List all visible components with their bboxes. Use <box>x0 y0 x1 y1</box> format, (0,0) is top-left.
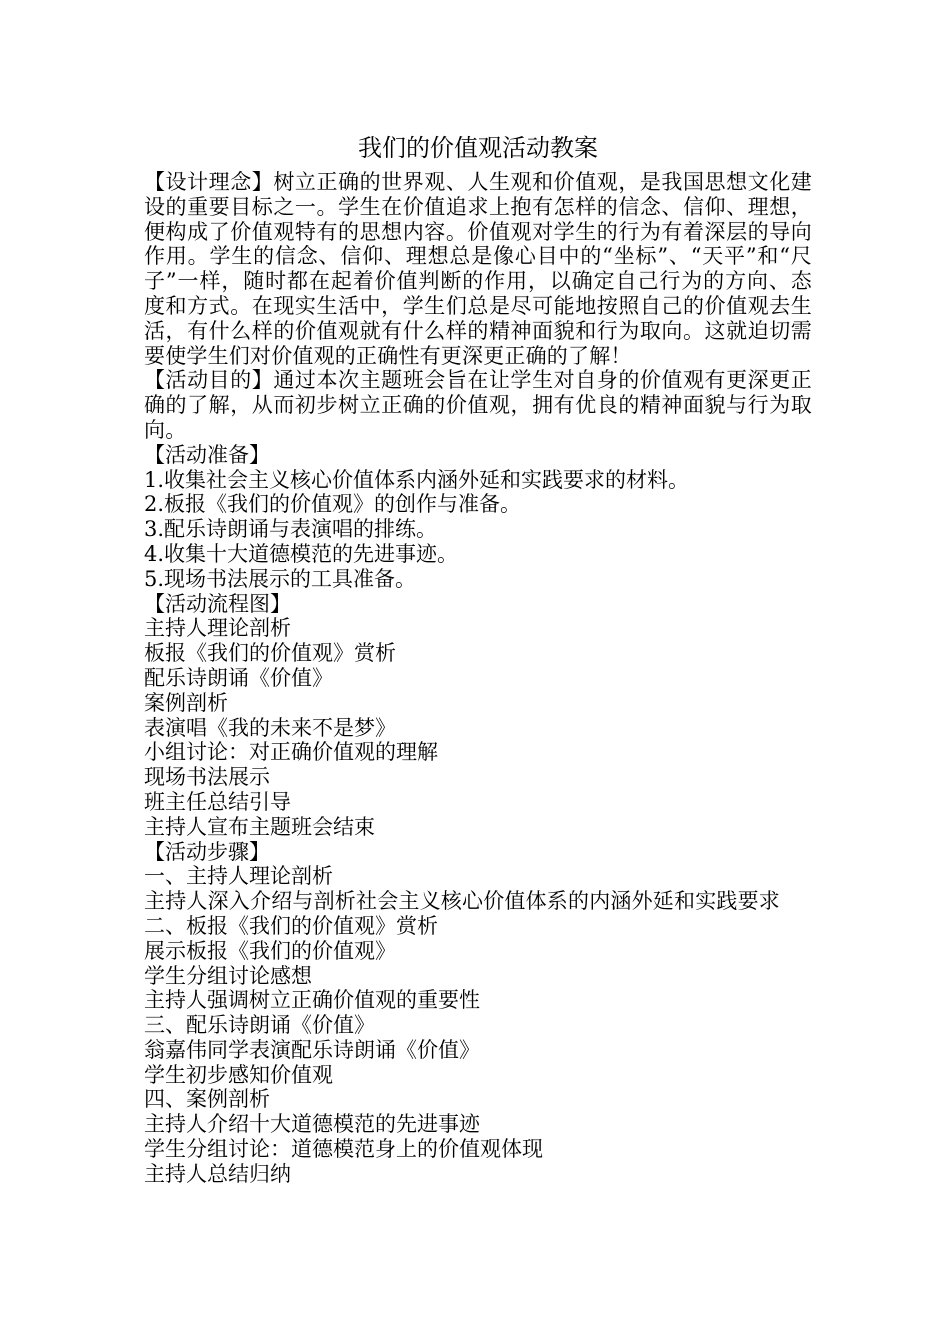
step3-item: 翁嘉伟同学表演配乐诗朗诵《价值》 <box>144 1037 480 1062</box>
step3-heading: 三、配乐诗朗诵《价值》 <box>144 1013 375 1038</box>
flow-heading: 【活动流程图】 <box>144 591 291 616</box>
flow-item: 班主任总结引导 <box>144 789 291 814</box>
prep-item: 5.现场书法展示的工具准备。 <box>144 566 417 591</box>
step2-item: 主持人强调树立正确价值观的重要性 <box>144 988 480 1013</box>
flow-item: 配乐诗朗诵《价值》 <box>144 665 333 690</box>
flow-item: 板报《我们的价值观》赏析 <box>144 641 396 666</box>
prep-item: 4.收集十大道德模范的先进事迹。 <box>144 541 459 566</box>
flow-item: 小组讨论：对正确价值观的理解 <box>144 740 438 765</box>
step2-heading: 二、板报《我们的价值观》赏析 <box>144 913 438 938</box>
step4-heading: 四、案例剖析 <box>144 1087 270 1112</box>
step3-item: 学生初步感知价值观 <box>144 1062 333 1087</box>
prep-heading: 【活动准备】 <box>144 442 270 467</box>
flow-item: 表演唱《我的未来不是梦》 <box>144 715 396 740</box>
steps-heading: 【活动步骤】 <box>144 839 270 864</box>
step1-text: 主持人深入介绍与剖析社会主义核心价值体系的内涵外延和实践要求 <box>144 889 780 914</box>
step2-item: 展示板报《我们的价值观》 <box>144 938 396 963</box>
step4-item: 学生分组讨论：道德模范身上的价值观体现 <box>144 1137 543 1162</box>
prep-item: 3.配乐诗朗诵与表演唱的排练。 <box>144 517 438 542</box>
flow-item: 主持人宣布主题班会结束 <box>144 814 375 839</box>
prep-item: 1.收集社会主义核心价值体系内涵外延和实践要求的材料。 <box>144 467 690 492</box>
step1-heading: 一、主持人理论剖析 <box>144 864 333 889</box>
purpose-paragraph: 【活动目的】通过本次主题班会旨在让学生对自身的价值观有更深更正确的了解，从而初步树立正确的价值观，拥有优良的精神面貌与行为取向。 <box>144 368 812 442</box>
document-title: 我们的价值观活动教案 <box>358 134 598 162</box>
flow-item: 主持人理论剖析 <box>144 616 291 641</box>
document-page <box>144 132 812 1187</box>
flow-item: 案例剖析 <box>144 690 228 715</box>
step4-item: 主持人介绍十大道德模范的先进事迹 <box>144 1112 480 1137</box>
prep-item: 2.板报《我们的价值观》的创作与准备。 <box>144 492 522 517</box>
step2-item: 学生分组讨论感想 <box>144 963 312 988</box>
step4-item: 主持人总结归纳 <box>144 1161 291 1186</box>
flow-item: 现场书法展示 <box>144 765 270 790</box>
design-concept-paragraph: 【设计理念】树立正确的世界观、人生观和价值观，是我国思想文化建设的重要目标之一。学生在价值追求上抱有怎样的信念、信仰、理想，便构成了价值观特有的思想内容。价值观对学生的行为有着深层的导向作用。学生的信念、信仰、理想总是像心目中的“坐标”、“天平”和“尺子”一样，随时都在起着价值判断的作用，以确定自己行为的方向、态度和方式。在现实生活中，学生们总是尽可能地按照自己的价值观去生活，有什么样的价值观就有什么样的精神面貌和行为取向。这就迫切需要使学生们对价值观的正确性有更深更正确的了解！ <box>144 170 812 368</box>
